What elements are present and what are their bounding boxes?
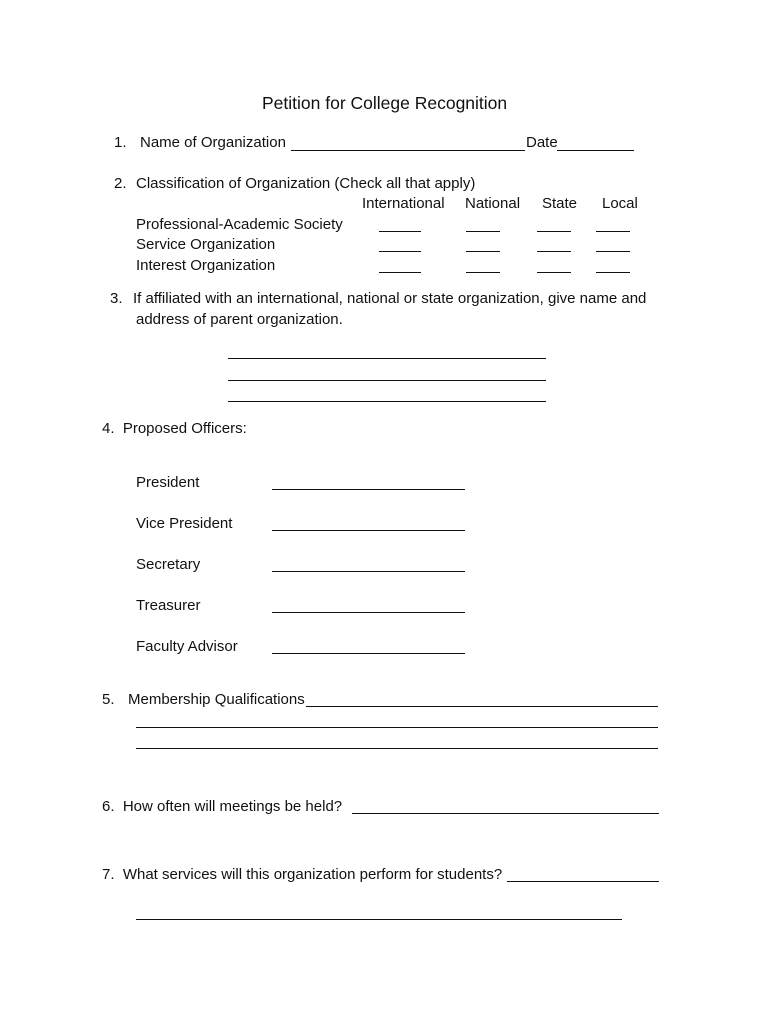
column-local: Local <box>602 195 638 212</box>
check-service-local[interactable] <box>596 251 630 252</box>
services-line-1[interactable] <box>507 881 659 882</box>
date-line[interactable] <box>557 150 634 151</box>
column-state: State <box>542 195 578 212</box>
column-international: International <box>362 195 445 212</box>
check-interest-national[interactable] <box>466 272 500 273</box>
check-service-international[interactable] <box>379 251 421 252</box>
check-service-state[interactable] <box>537 251 571 252</box>
row-professional-academic-society: Professional-Academic Society <box>136 216 343 233</box>
vice-president-line[interactable] <box>272 530 465 531</box>
membership-line-2[interactable] <box>136 727 658 728</box>
services-line-2[interactable] <box>136 919 622 920</box>
officer-faculty-advisor: Faculty Advisor <box>136 638 238 655</box>
q4-label: 4. Proposed Officers: <box>102 420 247 437</box>
faculty-advisor-line[interactable] <box>272 653 465 654</box>
check-interest-international[interactable] <box>379 272 421 273</box>
q7-label: 7. What services will this organization perform for students? <box>102 866 503 883</box>
officer-president: President <box>136 474 200 491</box>
meetings-frequency-line[interactable] <box>352 813 659 814</box>
check-interest-state[interactable] <box>537 272 571 273</box>
secretary-line[interactable] <box>272 571 465 572</box>
check-professional-state[interactable] <box>537 231 571 232</box>
membership-line-3[interactable] <box>136 748 658 749</box>
q5-number: 5. <box>102 691 115 708</box>
row-interest-organization: Interest Organization <box>136 257 276 274</box>
membership-line-1[interactable] <box>306 706 658 707</box>
officer-secretary: Secretary <box>136 556 201 573</box>
check-professional-national[interactable] <box>466 231 500 232</box>
check-service-national[interactable] <box>466 251 500 252</box>
president-line[interactable] <box>272 489 465 490</box>
check-professional-local[interactable] <box>596 231 630 232</box>
q1-number: 1. <box>114 134 127 151</box>
q5-label: Membership Qualifications <box>128 691 305 708</box>
column-national: National <box>465 195 521 212</box>
check-professional-international[interactable] <box>379 231 421 232</box>
q3-line2: address of parent organization. <box>136 311 343 328</box>
parent-org-line-3[interactable] <box>228 401 546 402</box>
check-interest-local[interactable] <box>596 272 630 273</box>
row-service-organization: Service Organization <box>136 236 276 253</box>
q1-date-label: Date <box>526 134 558 151</box>
officer-treasurer: Treasurer <box>136 597 201 614</box>
q2-label: Classification of Organization (Check all that apply) <box>136 175 476 192</box>
parent-org-line-2[interactable] <box>228 380 546 381</box>
treasurer-line[interactable] <box>272 612 465 613</box>
organization-name-line[interactable] <box>291 150 525 151</box>
parent-org-line-1[interactable] <box>228 358 546 359</box>
q6-label: 6. How often will meetings be held? <box>102 798 343 815</box>
document-title: Petition for College Recognition <box>262 93 508 113</box>
q1-label: Name of Organization <box>140 134 286 151</box>
q3-line1: If affiliated with an international, national or state organization, give name and <box>133 290 647 307</box>
officer-vice-president: Vice President <box>136 515 233 532</box>
q2-number: 2. <box>114 175 127 192</box>
q3-number: 3. <box>110 290 123 307</box>
